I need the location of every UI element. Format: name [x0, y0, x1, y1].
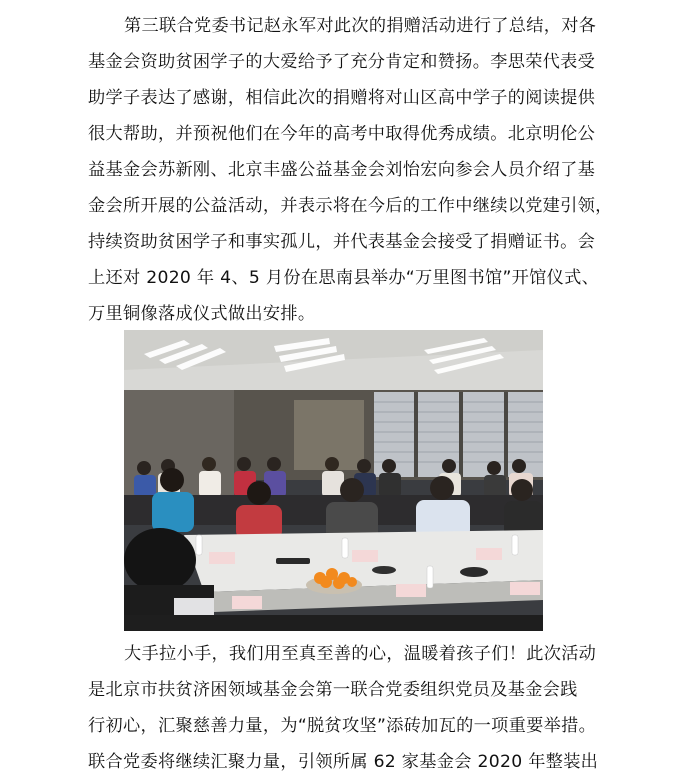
meeting-photo-icon: [124, 330, 543, 631]
paragraph-line: 金会所开展的公益活动，并表示将在今后的工作中继续以党建引领，: [88, 196, 613, 216]
paragraph-line: 第三联合党委书记赵永军对此次的捐赠活动进行了总结，对各: [124, 16, 597, 36]
paragraph-line: 上还对 2020 年 4、5 月份在思南县举办“万里图书馆”开馆仪式、: [88, 268, 600, 288]
paragraph-line: 持续资助贫困学子和事实孤儿，并代表基金会接受了捐赠证书。会: [88, 232, 596, 252]
paragraph-line: 益基金会苏新刚、北京丰盛公益基金会刘怡宏向参会人员介绍了基: [88, 160, 596, 180]
paragraph-line: 行初心，汇聚慈善力量，为“脱贫攻坚”添砖加瓦的一项重要举措。: [88, 716, 597, 736]
paragraph-line: 万里铜像落成仪式做出安排。: [88, 304, 316, 324]
paragraph-2: [88, 636, 608, 780]
paragraph-line: 基金会资助贫困学子的大爱给予了充分肯定和赞扬。李思荣代表受: [88, 52, 596, 72]
paragraph-1: [88, 8, 613, 332]
meeting-photo: [124, 330, 543, 631]
paragraph-line: 助学子表达了感谢，相信此次的捐赠将对山区高中学子的阅读提供: [88, 88, 596, 108]
paragraph-line: 联合党委将继续汇聚力量，引领所属 62 家基金会 2020 年整装出: [88, 752, 599, 772]
paragraph-line: 很大帮助，并预祝他们在今年的高考中取得优秀成绩。北京明伦公: [88, 124, 596, 144]
paragraph-line: 是北京市扶贫济困领域基金会第一联合党委组织党员及基金会践: [88, 680, 578, 700]
paragraph-line: 大手拉小手，我们用至真至善的心，温暖着孩子们！此次活动: [124, 644, 597, 664]
